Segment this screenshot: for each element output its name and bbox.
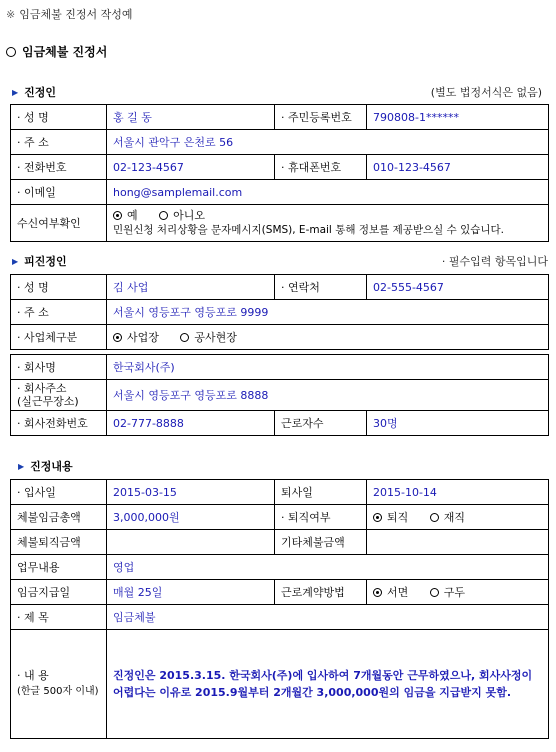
business-type-option-site[interactable]: 사업장 bbox=[113, 331, 159, 344]
content-field[interactable]: 진정인은 2015.3.15. 한국회사(주)에 입사하여 7개월동안 근무하였으나, 회사사정이 어렵다는 이유로 2015.9월부터 2개월간 3,000,000원의 임금을 지급받지 못함. bbox=[107, 630, 549, 739]
unpaid-total-label: 체불임금총액 bbox=[11, 505, 107, 530]
radio-empty-icon bbox=[430, 588, 439, 597]
page-title: 임금체불 진정서 bbox=[6, 43, 107, 60]
consent-cell bbox=[107, 205, 549, 242]
company-phone-label: · 회사전화번호 bbox=[11, 411, 107, 436]
respondent-table bbox=[10, 274, 549, 350]
company-label: · 회사명 bbox=[11, 355, 107, 380]
business-type-option-construction[interactable]: 공사현장 bbox=[180, 331, 237, 344]
radio-empty-icon bbox=[180, 333, 189, 342]
section-petitioner: ▶ 진정인 bbox=[12, 86, 57, 99]
unpaid-total-field[interactable]: 3,000,000원 bbox=[107, 505, 275, 530]
radio-selected-icon bbox=[113, 333, 122, 342]
rrn-field[interactable]: 790808-1****** bbox=[367, 105, 549, 130]
resp-name-label: · 성 명 bbox=[11, 275, 107, 300]
section-respondent: ▶ 피진정인 bbox=[12, 255, 67, 268]
consent-yes-option[interactable]: 예 bbox=[113, 209, 138, 222]
top-note: ※ 임금체불 진정서 작성예 bbox=[6, 8, 133, 21]
company-table bbox=[10, 354, 549, 436]
petitioner-table bbox=[10, 104, 549, 242]
retire-option-employed[interactable]: 재직 bbox=[430, 511, 465, 524]
phone-field[interactable]: 02-123-4567 bbox=[107, 155, 275, 180]
retire-status-cell bbox=[367, 505, 549, 530]
business-type-label: · 사업체구분 bbox=[11, 325, 107, 350]
subject-label: · 제 목 bbox=[11, 605, 107, 630]
retire-status-label: · 퇴직여부 bbox=[275, 505, 367, 530]
name-field[interactable]: 홍 길 동 bbox=[107, 105, 275, 130]
subject-field[interactable]: 임금체불 bbox=[107, 605, 549, 630]
job-field[interactable]: 영업 bbox=[107, 555, 549, 580]
payday-field[interactable]: 매월 25일 bbox=[107, 580, 275, 605]
company-address-field[interactable]: 서울시 영등포구 영등포로 8888 bbox=[107, 380, 549, 411]
resp-contact-field[interactable]: 02-555-4567 bbox=[367, 275, 549, 300]
workers-label: 근로자수 bbox=[275, 411, 367, 436]
name-label: · 성 명 bbox=[11, 105, 107, 130]
respondent-aside: · 필수입력 항목입니다 bbox=[441, 255, 548, 268]
contract-option-verbal[interactable]: 구두 bbox=[430, 586, 465, 599]
circle-icon bbox=[6, 47, 16, 57]
other-unpaid-label: 기타체불금액 bbox=[275, 530, 367, 555]
consent-label: 수신여부확인 bbox=[11, 205, 107, 242]
resp-name-field[interactable]: 김 사업 bbox=[107, 275, 275, 300]
email-label: · 이메일 bbox=[11, 180, 107, 205]
email-field[interactable]: hong@samplemail.com bbox=[107, 180, 549, 205]
radio-selected-icon bbox=[113, 211, 122, 220]
radio-selected-icon bbox=[373, 588, 382, 597]
resp-contact-label: · 연락처 bbox=[275, 275, 367, 300]
contract-method-cell bbox=[367, 580, 549, 605]
consent-no-option[interactable]: 아니오 bbox=[159, 209, 205, 222]
company-phone-field[interactable]: 02-777-8888 bbox=[107, 411, 275, 436]
consent-note: 민원신청 처리상황을 문자메시지(SMS), E-mail 통해 정보를 제공받으실 수 있습니다. bbox=[113, 224, 505, 236]
contract-method-label: 근로계약방법 bbox=[275, 580, 367, 605]
triangle-bullet-icon: ▶ bbox=[12, 257, 19, 266]
mobile-field[interactable]: 010-123-4567 bbox=[367, 155, 549, 180]
petitioner-aside: (별도 법정서식은 없음) bbox=[430, 86, 542, 99]
phone-label: · 전화번호 bbox=[11, 155, 107, 180]
rrn-label: · 주민등록번호 bbox=[275, 105, 367, 130]
severance-label: 체불퇴직금액 bbox=[11, 530, 107, 555]
resp-address-label: · 주 소 bbox=[11, 300, 107, 325]
severance-field[interactable] bbox=[107, 530, 275, 555]
company-field[interactable]: 한국회사(주) bbox=[107, 355, 549, 380]
resp-address-field[interactable]: 서울시 영등포구 영등포로 9999 bbox=[107, 300, 549, 325]
leave-date-field[interactable]: 2015-10-14 bbox=[367, 480, 549, 505]
content-label: · 내 용 (한글 500자 이내) bbox=[11, 630, 107, 739]
details-table bbox=[10, 479, 549, 739]
workers-field[interactable]: 30명 bbox=[367, 411, 549, 436]
business-type-cell bbox=[107, 325, 549, 350]
radio-selected-icon bbox=[373, 513, 382, 522]
leave-date-label: 퇴사일 bbox=[275, 480, 367, 505]
radio-empty-icon bbox=[159, 211, 168, 220]
radio-empty-icon bbox=[430, 513, 439, 522]
contract-option-written[interactable]: 서면 bbox=[373, 586, 408, 599]
section-details: ▶ 진정내용 bbox=[18, 460, 73, 473]
payday-label: 임금지급일 bbox=[11, 580, 107, 605]
triangle-bullet-icon: ▶ bbox=[12, 88, 19, 97]
address-label: · 주 소 bbox=[11, 130, 107, 155]
retire-option-retired[interactable]: 퇴직 bbox=[373, 511, 408, 524]
company-address-label: · 회사주소 (실근무장소) bbox=[11, 380, 107, 411]
mobile-label: · 휴대폰번호 bbox=[275, 155, 367, 180]
triangle-bullet-icon: ▶ bbox=[18, 462, 25, 471]
join-date-field[interactable]: 2015-03-15 bbox=[107, 480, 275, 505]
join-date-label: · 입사일 bbox=[11, 480, 107, 505]
address-field[interactable]: 서울시 관악구 은천로 56 bbox=[107, 130, 549, 155]
other-unpaid-field[interactable] bbox=[367, 530, 549, 555]
job-label: 업무내용 bbox=[11, 555, 107, 580]
